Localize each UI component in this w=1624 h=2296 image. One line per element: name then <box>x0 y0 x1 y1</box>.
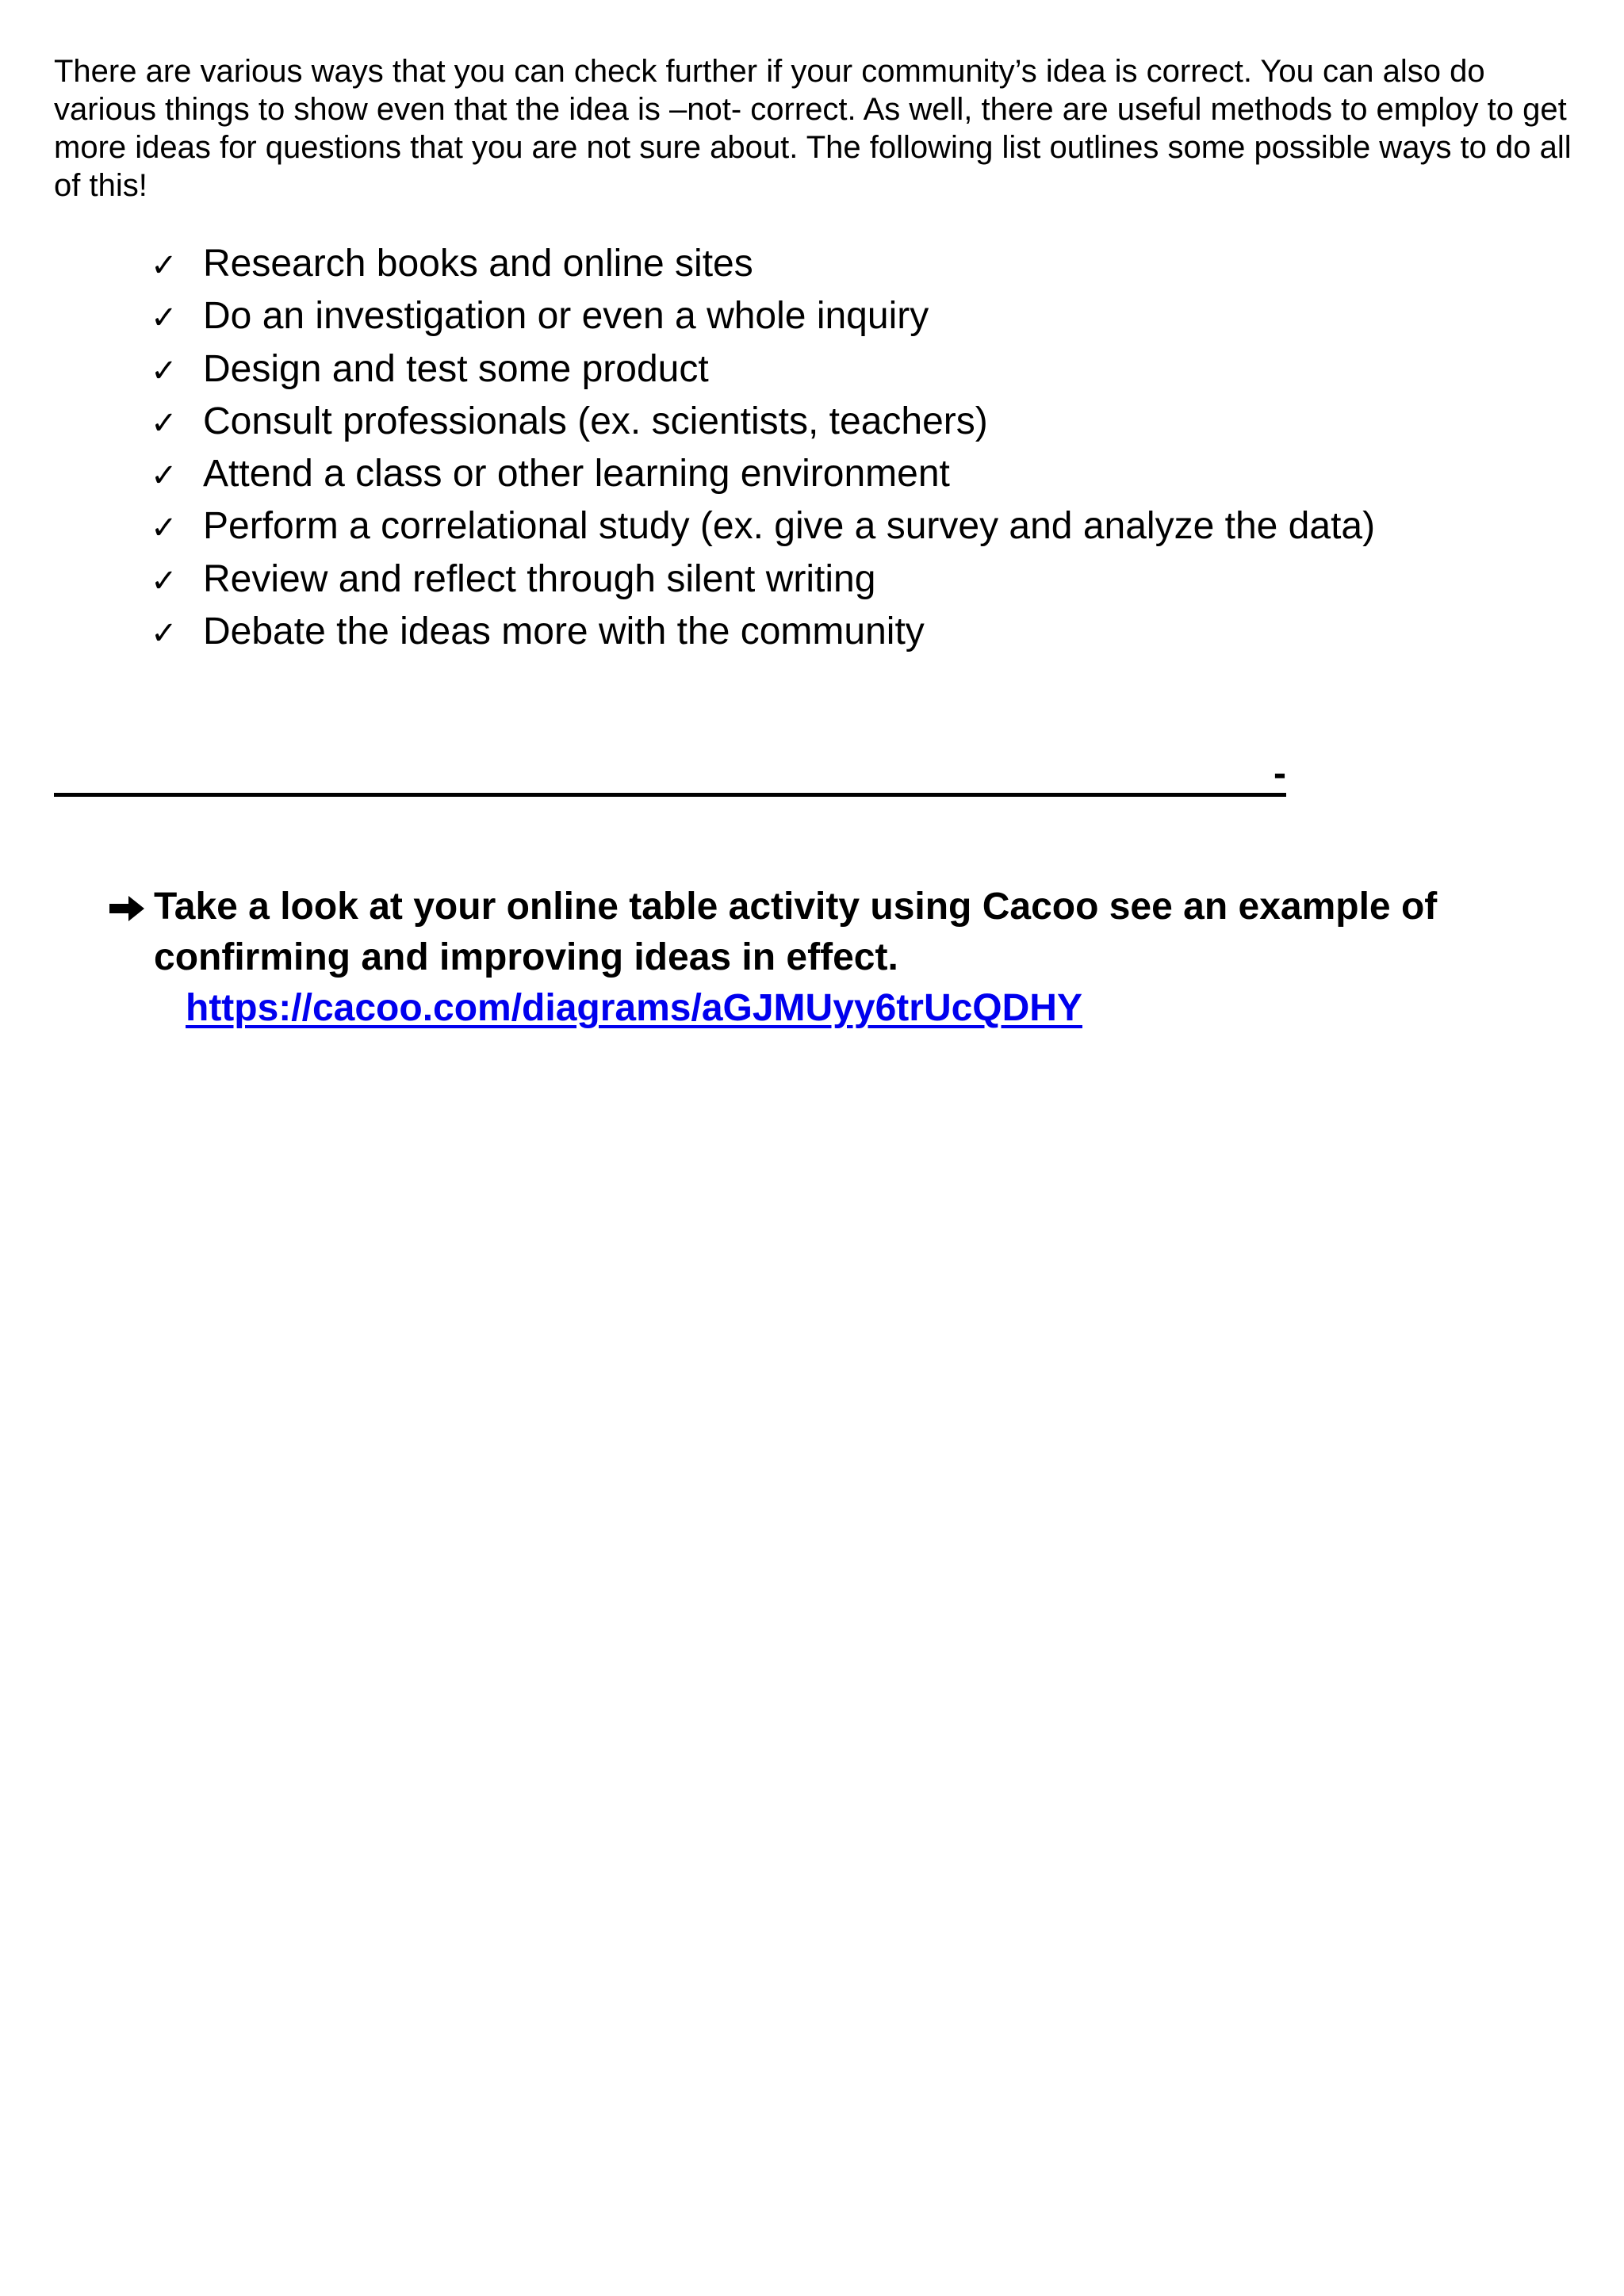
checkmark-icon: ✓ <box>151 300 178 337</box>
checklist-item <box>151 344 1375 396</box>
checklist-item <box>151 449 1375 501</box>
checkmark-icon: ✓ <box>151 510 178 547</box>
checklist-item <box>151 396 1375 449</box>
checkmark-icon: ✓ <box>151 457 178 495</box>
checklist-item <box>151 607 1375 659</box>
cacoo-diagram-link[interactable]: https://cacoo.com/diagrams/aGJMUyy6trUcQDHY <box>186 987 1082 1029</box>
checklist-item-label: Do an investigation or even a whole inquiry <box>203 295 929 338</box>
checklist-item-label: Attend a class or other learning environment <box>203 453 950 496</box>
checkmark-icon: ✓ <box>151 615 178 652</box>
checklist-item-label: Debate the ideas more with the community <box>203 610 925 653</box>
checklist-item-label: Research books and online sites <box>203 243 753 285</box>
checklist-item <box>151 239 1375 291</box>
divider-trailing-mark: - <box>1274 752 1286 794</box>
checklist-item <box>151 554 1375 607</box>
checkmark-icon: ✓ <box>151 352 178 389</box>
checklist-item <box>151 501 1375 553</box>
intro-paragraph: There are various ways that you can check further if your community’s idea is correct. You can also do various things to show even that the idea is –not- correct. As well, there are useful methods to employ to get more ideas for questions that you are not sure about. The following list outlines some possible ways to do all of this! <box>54 54 1572 203</box>
checklist-item <box>151 291 1375 343</box>
section-divider-line <box>54 793 1286 797</box>
checklist-item-label: Consult professionals (ex. scientists, teachers) <box>203 400 988 442</box>
checklist-item-label: Review and reflect through silent writing <box>203 557 876 600</box>
checklist-item-label: Perform a correlational study (ex. give a survey and analyze the data) <box>203 505 1376 548</box>
methods-checklist <box>151 239 1375 659</box>
checkmark-icon: ✓ <box>151 404 178 442</box>
callout-text: Take a look at your online table activity using Cacoo see an example of confirming and improving ideas in effect. <box>154 886 1438 978</box>
checkmark-icon: ✓ <box>151 562 178 599</box>
arrow-right-icon <box>108 893 146 924</box>
checkmark-icon: ✓ <box>151 247 178 284</box>
checklist-item-label: Design and test some product <box>203 347 709 390</box>
